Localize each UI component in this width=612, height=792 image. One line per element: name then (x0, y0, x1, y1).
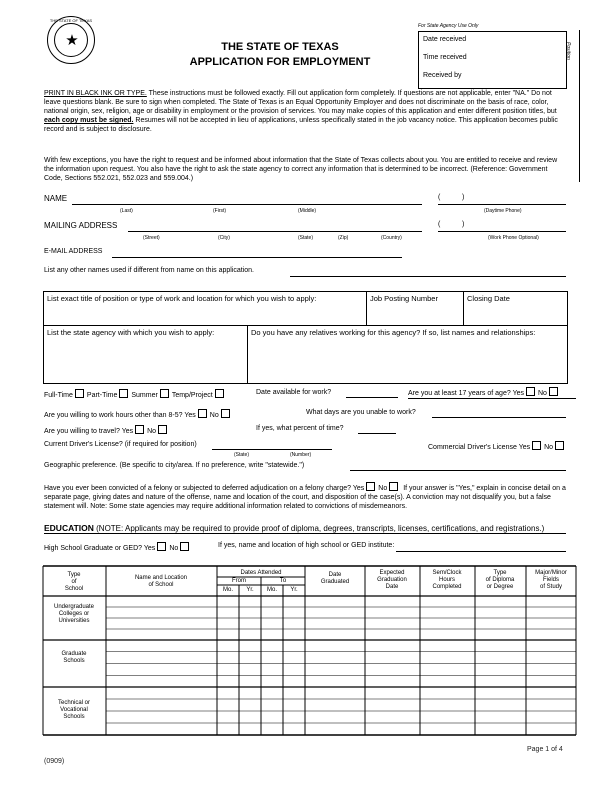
seal-text: THE STATE OF TEXAS (49, 18, 93, 23)
row-undergraduate: Undergraduate Colleges or Universities (53, 604, 95, 624)
row-technical-vocational: Technical or Vocational Schools (57, 700, 90, 720)
other-names-label: List any other names used if different from name on this application. (44, 267, 254, 274)
hs-name-label: If yes, name and location of high school or GED institute: (218, 542, 395, 549)
col-to: To (279, 578, 287, 584)
job-posting-label: Job Posting Number (370, 294, 438, 303)
instructions-lead: PRINT IN BLACK INK OR TYPE. (44, 90, 147, 97)
col-dates-attended: Dates Attended (240, 570, 282, 576)
page-title-line1: THE STATE OF TEXAS (221, 41, 339, 53)
name-sub-middle: (Middle) (298, 208, 317, 214)
geo-preference-label: Geographic preference. (Be specific to city/area. If no preference, write "statewide.") (44, 462, 305, 469)
page-number: Page 1 of 4 (527, 746, 563, 753)
col-type-of-school: Type of School (64, 572, 84, 592)
mailing-sub-zip: (Zip) (338, 235, 349, 241)
hs-question-row: High School Graduate or GED? Yes No (44, 542, 192, 552)
days-unable-label: What days are you unable to work? (306, 409, 416, 416)
email-label: E-MAIL ADDRESS (44, 248, 103, 255)
col-hours-completed: Sem/Clock Hours Completed (432, 570, 462, 590)
mailing-sub-street: (Street) (143, 235, 160, 241)
state-agency-label: List the state agency with which you wish to apply: (47, 328, 215, 337)
summer-label: Summer (131, 392, 158, 399)
hours-question-row: Are you willing to work hours other than 8-5? Yes No (44, 409, 233, 419)
felony-question: Have you ever been convicted of a felony or subjected to deferred adjudication on a felony charge? (44, 485, 352, 492)
name-label: NAME (44, 194, 68, 203)
col-major-minor: Major/Minor Fields of Study (535, 570, 567, 590)
name-sub-phone: (Daytime Phone) (484, 208, 522, 214)
privacy-paragraph: With few exceptions, you have the right to request and be informed about information that the State of Texas collects about you. You are entitled to receive and review the information upon request. You also have the right to ask the state agency to correct any information that is determined to be incorrect. (Reference: Government Code, Sections 552.021, 552.023 and 559.004.) (44, 157, 558, 182)
license-sub-state: (State) (234, 452, 250, 458)
col-from: From (232, 578, 246, 584)
mailing-sub-city: (City) (218, 235, 230, 241)
temp-project-label: Temp/Project (171, 392, 213, 399)
felony-explanation: If your answer is "Yes," explain in concise detail on a separate page, giving dates and nature of the offense, name and location of the court, and disposition of the case(s). A conviction may not disqualify you, but a false statement will. Note: Some state agencies may require additional information related to convictions of misdemeanors. (44, 485, 566, 510)
col-expected-graduation: Expected Graduation Date (377, 570, 407, 590)
form-code: (0909) (44, 758, 65, 765)
row-graduate: Graduate Schools (61, 651, 87, 664)
education-heading: EDUCATION (44, 523, 94, 533)
instructions-underlined: each copy must be signed. (44, 117, 134, 124)
agency-use-caption: For State Agency Use Only (418, 23, 479, 29)
cdl-question-row: Commercial Driver's License Yes No (428, 441, 567, 451)
travel-question-label: Are you willing to travel? (44, 428, 120, 435)
mailing-sub-country: (Country) (381, 235, 402, 241)
col-diploma-degree: Type of Diploma or Degree (485, 570, 515, 590)
mailing-sub-state: (State) (298, 235, 314, 241)
col-from-yr: Yr. (246, 587, 254, 593)
instructions-body1: These instructions must be followed exactly. Fill out application form completely. If questions are not applicable, enter "NA." Do not leave questions blank. Be sure to sign when completed. The State of Texas is an Equal Opportunity Employer and does not discriminate on the basis of race, color, national origin, sex, religion, age or disability in employment or the provision of services. You may make copies of this application and enter different position titles, but (44, 90, 557, 115)
position-title-label: List exact title of position or type of work and location for which you wish to apply: (47, 294, 317, 303)
date-available-label: Date available for work? (256, 389, 332, 396)
time-received-label: Time received (423, 54, 467, 61)
mailing-address-label: MAILING ADDRESS (44, 221, 118, 230)
education-note: (NOTE: Applicants may be required to provide proof of diploma, degrees, transcripts, licenses, certifications, and registrations.) (93, 524, 545, 533)
col-date-graduated: Date Graduated (320, 572, 350, 585)
part-time-label: Part-Time (86, 392, 118, 399)
star-icon: ★ (65, 32, 79, 49)
hs-question-label: High School Graduate or GED? (44, 545, 143, 552)
relatives-label: Do you have any relatives working for this agency? If so, list names and relationships: (251, 328, 536, 337)
side-vertical-label: Position (565, 42, 571, 60)
col-to-yr: Yr. (290, 587, 298, 593)
full-time-label: Full-Time (44, 392, 73, 399)
felony-paragraph: Have you ever been convicted of a felony or subjected to deferred adjudication on a felony charge? Yes No If your answer is "Yes," explain in concise detail on a separate page, giving dates and nature of the offense, name and location of the court, and disposition of the case(s). A conviction may not disqualify you, but a false statement will. Note: Some state agencies may require additional information related to convictions of misdemeanors. (44, 482, 568, 511)
received-by-label: Received by (423, 72, 462, 79)
date-received-label: Date received (423, 36, 467, 43)
closing-date-label: Closing Date (467, 294, 510, 303)
age-question-label: Are you at least 17 years of age? (408, 390, 511, 397)
travel-percent-label: If yes, what percent of time? (256, 425, 344, 432)
cdl-question-label: Commercial Driver's License (428, 444, 517, 451)
license-sub-number: (Number) (290, 452, 312, 458)
col-from-mo: Mo. (222, 587, 233, 593)
col-name-location: Name and Location of School (134, 575, 188, 588)
name-sub-first: (First) (213, 208, 227, 214)
hours-question-label: Are you willing to work hours other than 8-5? (44, 412, 183, 419)
license-question-label: Current Driver's License? (if required for position) (44, 441, 197, 448)
instructions-body2: Resumes will not be accepted in lieu of applications, unless specifically stated in the job vacancy notice. This application becomes public record and is subject to disclosure. (44, 117, 558, 133)
page-title-line2: APPLICATION FOR EMPLOYMENT (189, 56, 371, 68)
mailing-sub-work-phone: (Work Phone Optional) (488, 235, 539, 241)
name-sub-last: (Last) (120, 208, 133, 214)
col-to-mo: Mo. (266, 587, 277, 593)
travel-question-row: Are you willing to travel? Yes No (44, 425, 170, 435)
age-question-row: Are you at least 17 years of age? Yes No (408, 387, 561, 397)
